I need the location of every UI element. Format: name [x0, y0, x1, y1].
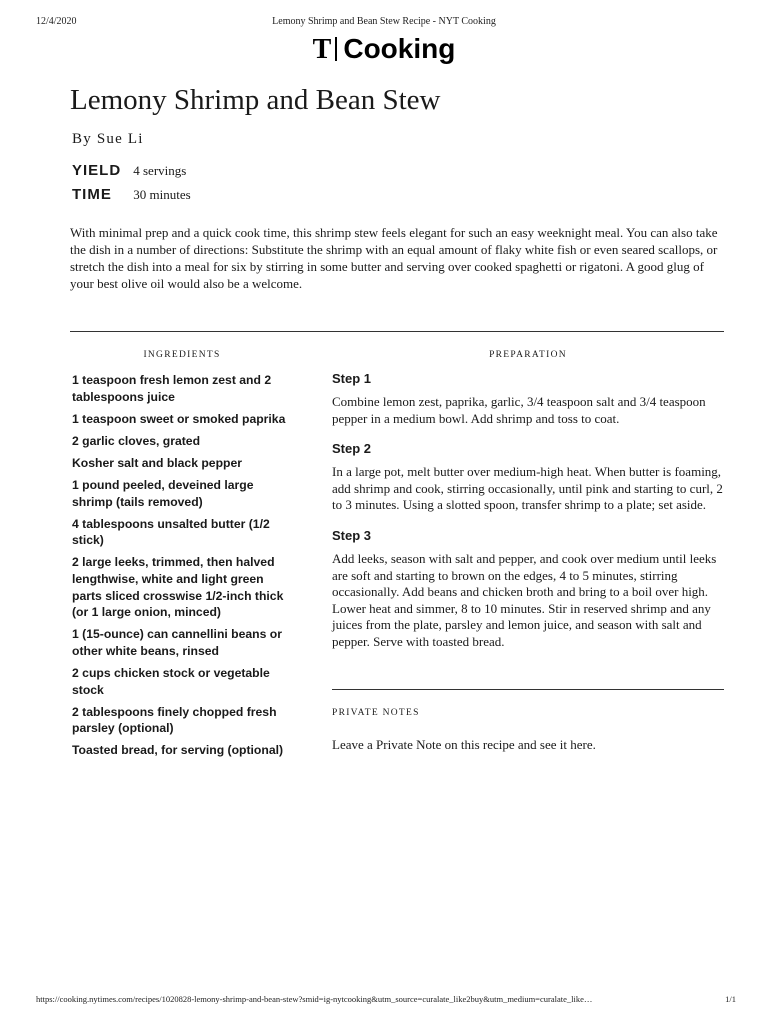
step-title: Step 1: [332, 371, 372, 386]
preparation-heading: PREPARATION: [489, 350, 567, 360]
print-header: [0, 16, 768, 30]
nyt-cooking-logo[interactable]: [0, 32, 768, 67]
step-text: Add leeks, season with salt and pepper, and cook over medium until leeks are soft and starting to brown on the edges, 4 to 5 minutes, stirring occasionally. Add beans and chicken broth and bring to a boil over high. Lower heat and simmer, 8 to 10 minutes. Stir in reserved shrimp and any juices from the plate, parsley and lemon juice, and season with salt and pepper. Serve with toasted bread.: [332, 550, 717, 649]
ingredient-item: 2 tablespoons finely chopped fresh parsley (optional): [72, 704, 277, 736]
recipe-title: Lemony Shrimp and Bean Stew: [70, 84, 441, 116]
private-notes-link[interactable]: Leave a Private Note on this recipe and see it here.: [332, 737, 596, 752]
yield-label: YIELD: [72, 162, 122, 179]
ingredient-item: Kosher salt and black pepper: [72, 455, 243, 470]
ingredients-list: [72, 372, 296, 764]
yield-value: 4 servings: [133, 163, 187, 178]
step-3: [332, 527, 724, 651]
ingredient-item: 1 teaspoon sweet or smoked paprika: [72, 411, 286, 426]
ingredient-item: 2 large leeks, trimmed, then halved lengthwise, white and light green parts sliced crosswise 1/2-inch thick (or 1 large onion, minced): [72, 555, 284, 620]
ingredient-item: 1 pound peeled, deveined large shrimp (tails removed): [72, 477, 254, 509]
step-title: Step 2: [332, 441, 372, 457]
nyt-t-logo-icon: T: [312, 34, 332, 65]
preparation-steps: [332, 370, 724, 664]
ingredient-item: 1 (15-ounce) can cannellini beans or other white beans, rinsed: [72, 627, 282, 658]
step-1: [332, 370, 724, 427]
print-date: 12/4/2020: [36, 16, 77, 27]
ingredients-heading: INGREDIENTS: [143, 350, 221, 360]
print-page-title: Lemony Shrimp and Bean Stew Recipe - NYT Cooking: [272, 16, 496, 27]
ingredient-item: 1 teaspoon fresh lemon zest and 2 tablespoons juice: [72, 373, 272, 404]
logo-wordmark: Cooking: [343, 33, 456, 64]
ingredient-item: Toasted bread, for serving (optional): [72, 743, 284, 758]
private-notes-heading: PRIVATE NOTES: [332, 708, 420, 718]
step-2: [332, 440, 724, 514]
ingredient-item: 2 garlic cloves, grated: [72, 433, 201, 448]
recipe-description: With minimal prep and a quick cook time, this shrimp stew feels elegant for such an easy weeknight meal. You can also take the dish in a number of directions: Substitute the shrimp with an equal amount of flaky white fish or even seared scallops, or stretch the dish into a meal for six by stirring in some butter and serving over cooked spaghetti or rigatoni. A good glug of your best olive oil would also be a welcome.: [70, 225, 718, 291]
ingredient-item: 2 cups chicken stock or vegetable stock: [72, 665, 270, 697]
recipe-byline: By Sue Li: [72, 131, 144, 147]
print-url[interactable]: https://cooking.nytimes.com/recipes/1020828-lemony-shrimp-and-bean-stew?smid=ig-nytcooking&utm_source=curalate_like2buy&utm_medium=curalate_like…: [36, 994, 593, 1004]
print-footer: [36, 994, 736, 1008]
step-text: Combine lemon zest, paprika, garlic, 3/4 teaspoon salt and 3/4 teaspoon pepper in a medium bowl. Add shrimp and toss to coat.: [332, 394, 706, 426]
time-label: TIME: [72, 186, 112, 203]
step-title: Step 3: [332, 527, 372, 543]
print-page-number: 1/1: [725, 994, 736, 1004]
notes-divider: [332, 689, 724, 690]
time-row: [72, 186, 191, 203]
step-text: In a large pot, melt butter over medium-high heat. When butter is foaming, add shrimp and cook, stirring occasionally, until pink and starting to curl, 2 to 3 minutes. Using a slotted spoon, transfer shrimp to a plate; set aside.: [332, 464, 723, 513]
section-divider: [70, 331, 724, 332]
logo-divider: [335, 37, 337, 61]
time-value: 30 minutes: [133, 187, 191, 202]
yield-row: [72, 162, 186, 179]
ingredient-item: 4 tablespoons unsalted butter (1/2 stick): [72, 516, 270, 548]
